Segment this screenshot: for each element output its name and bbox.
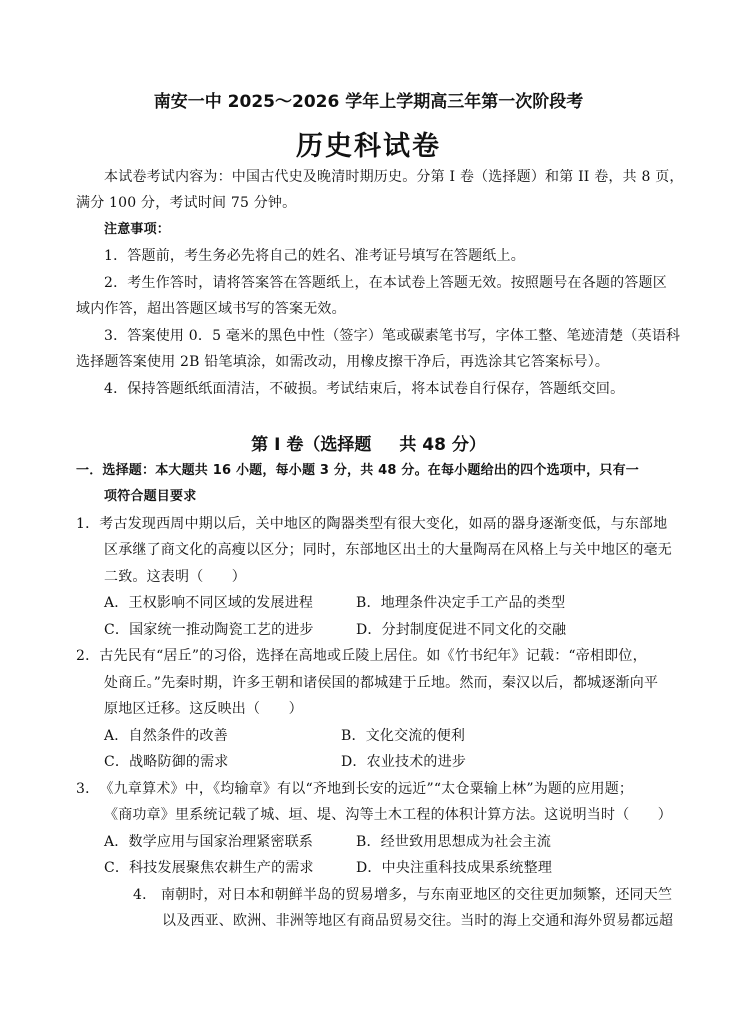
question-3-stem: 《商功章》里系统记载了城、垣、堤、沟等土木工程的体积计算方法。这说明当时（ ） [104, 807, 672, 823]
question-3-option-c: C．科技发展聚焦农耕生产的需求 [104, 860, 314, 876]
question-2-stem: 处商丘。”先秦时期，许多王朝和诸侯国的都城建于丘地。然而，秦汉以后，都城逐渐向平 [104, 675, 659, 691]
note-item: 1．答题前，考生务必先将自己的姓名、准考证号填写在答题纸上。 [104, 248, 525, 264]
intro-line: 满分 100 分，考试时间 75 分钟。 [76, 195, 297, 211]
section-instructions: 项符合题目要求 [104, 489, 197, 504]
notes-heading: 注意事项： [104, 222, 171, 237]
question-2-option-c: C．战略防御的需求 [104, 754, 229, 770]
question-4-stem: 以及西亚、欧洲、非洲等地区有商品贸易交往。当时的海上交通和海外贸易都远超 [162, 913, 674, 929]
question-2-stem: 2．古先民有“居丘”的习俗，选择在高地或丘陵上居住。如《竹书纪年》记载：“帝相即位， [76, 648, 647, 664]
question-1-stem: 二致。这表明（ ） [104, 569, 246, 585]
note-item: 域内作答，超出答题区域书写的答案无效。 [76, 301, 346, 317]
question-3-option-b: B．经世致用思想成为社会主流 [356, 834, 552, 850]
question-1-option-d: D．分封制度促进不同文化的交融 [356, 622, 567, 638]
question-1-stem: 1．考古发现西周中期以后，关中地区的陶器类型有很大变化，如鬲的器身逐渐变低，与东部地 [76, 516, 668, 532]
section-instructions: 一．选择题：本大题共 16 小题，每小题 3 分，共 48 分。在每小题给出的四个选项中，只有一 [76, 463, 639, 478]
section-title-left: 第 I 卷（选择题 [251, 435, 372, 455]
note-item: 3．答案使用 0．5 毫米的黑色中性（签字）笔或碳素笔书写，字体工整、笔迹清楚（英语科 [104, 328, 681, 344]
question-4-stem: 4． 南朝时，对日本和朝鲜半岛的贸易增多，与东南亚地区的交往更加频繁，还同天竺 [133, 887, 673, 903]
question-2-stem: 原地区迁移。这反映出（ ） [104, 701, 303, 717]
question-1-stem: 区承继了商文化的高瘦以区分；同时，东部地区出土的大量陶鬲在风格上与关中地区的毫无 [104, 542, 672, 558]
note-item: 选择题答案使用 2B 铅笔填涂，如需改动，用橡皮擦干净后，再选涂其它答案标号）。 [76, 354, 610, 370]
note-item: 4．保持答题纸纸面清洁，不破损。考试结束后，将本试卷自行保存，答题纸交回。 [104, 381, 625, 397]
question-1-option-c: C．国家统一推动陶瓷工艺的进步 [104, 622, 314, 638]
question-3-option-d: D．中央注重科技成果系统整理 [356, 860, 553, 876]
subject-title: 历史科试卷 [296, 131, 441, 162]
intro-line: 本试卷考试内容为：中国古代史及晚清时期历史。分第 I 卷（选择题）和第 II 卷，共 8 页， [104, 169, 684, 185]
question-2-option-a: A．自然条件的改善 [104, 728, 228, 744]
exam-title: 南安一中 2025～2026 学年上学期高三年第一次阶段考 [153, 92, 584, 112]
question-3-option-a: A．数学应用与国家治理紧密联系 [104, 834, 314, 850]
question-2-option-b: B．文化交流的便利 [341, 728, 466, 744]
section-title [0, 430, 737, 455]
question-1-option-b: B．地理条件决定手工产品的类型 [356, 595, 566, 611]
note-item: 2．考生作答时，请将答案答在答题纸上，在本试卷上答题无效。按照题号在各题的答题区 [104, 275, 667, 291]
question-3-stem: 3． 《九章算术》中，《均输章》有以“齐地到长安的远近”“太仓粟输上林”为题的应用题； [76, 781, 634, 797]
section-title-right: 共 48 分） [399, 435, 486, 455]
question-2-option-d: D．农业技术的进步 [341, 754, 467, 770]
question-1-option-a: A．王权影响不同区域的发展进程 [104, 595, 314, 611]
